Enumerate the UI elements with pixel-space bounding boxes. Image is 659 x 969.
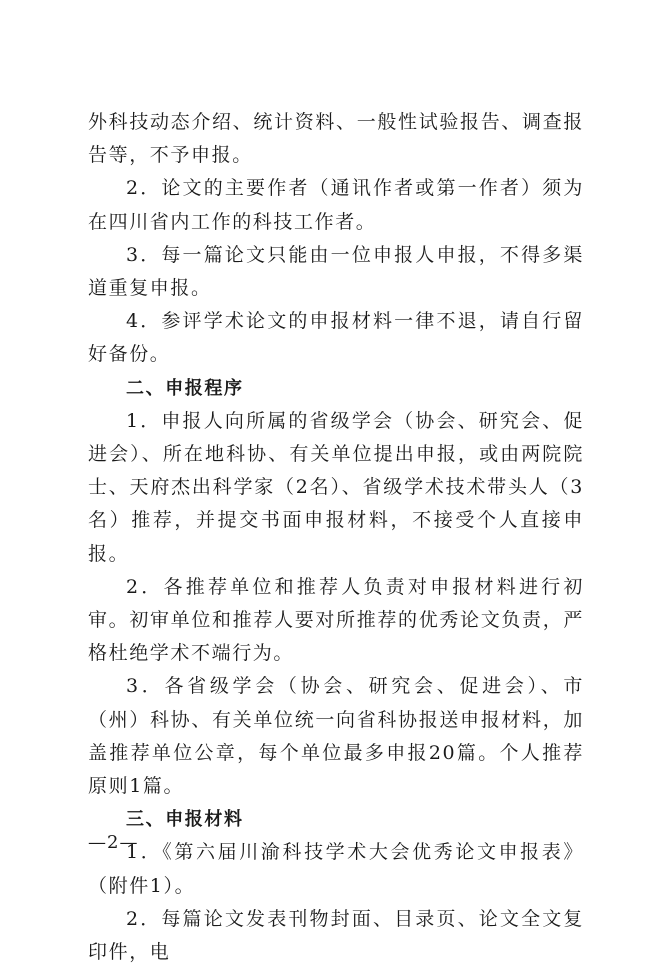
page-number: —2— xyxy=(88,832,139,853)
paragraph-materials-2: 2．每篇论文发表刊物封面、目录页、论文全文复印件，电 xyxy=(88,907,584,964)
paragraph-procedure-1: 1．申报人向所属的省级学会（协会、研究会、促进会）、所在地科协、有关单位提出申报，或由两院院士、天府杰出科学家（2名）、省级学术技术带头人（3名）推荐，并提交书面申报材料，不接受个人直接申报。 xyxy=(88,409,584,565)
paragraph-item-2-author: 2．论文的主要作者（通讯作者或第一作者）须为在四川省内工作的科技工作者。 xyxy=(88,177,584,233)
section-heading-materials: 三、申报材料 xyxy=(126,809,244,831)
paragraph-item-4-materials-not-returned: 4．参评学术论文的申报材料一律不退，请自行留好备份。 xyxy=(88,310,584,366)
paragraph-continuation: 外科技动态介绍、统计资料、一般性试验报告、调查报告等，不予申报。 xyxy=(88,111,584,167)
paragraph-item-3-single-applicant: 3．每一篇论文只能由一位申报人申报，不得多渠道重复申报。 xyxy=(88,243,584,300)
section-heading-procedure: 二、申报程序 xyxy=(126,377,244,399)
paragraph-procedure-3: 3．各省级学会（协会、研究会、促进会）、市（州）科协、有关单位统一向省科协报送申报材料，加盖推荐单位公章，每个单位最多申报20篇。个人推荐原则1篇。 xyxy=(88,675,584,798)
paragraph-materials-1: 1．《第六届川渝科技学术大会优秀论文申报表》（附件1）。 xyxy=(88,841,584,897)
paragraph-procedure-2: 2．各推荐单位和推荐人负责对申报材料进行初审。初审单位和推荐人要对所推荐的优秀论文负责，严格杜绝学术不端行为。 xyxy=(88,575,584,665)
document-body xyxy=(88,106,584,969)
